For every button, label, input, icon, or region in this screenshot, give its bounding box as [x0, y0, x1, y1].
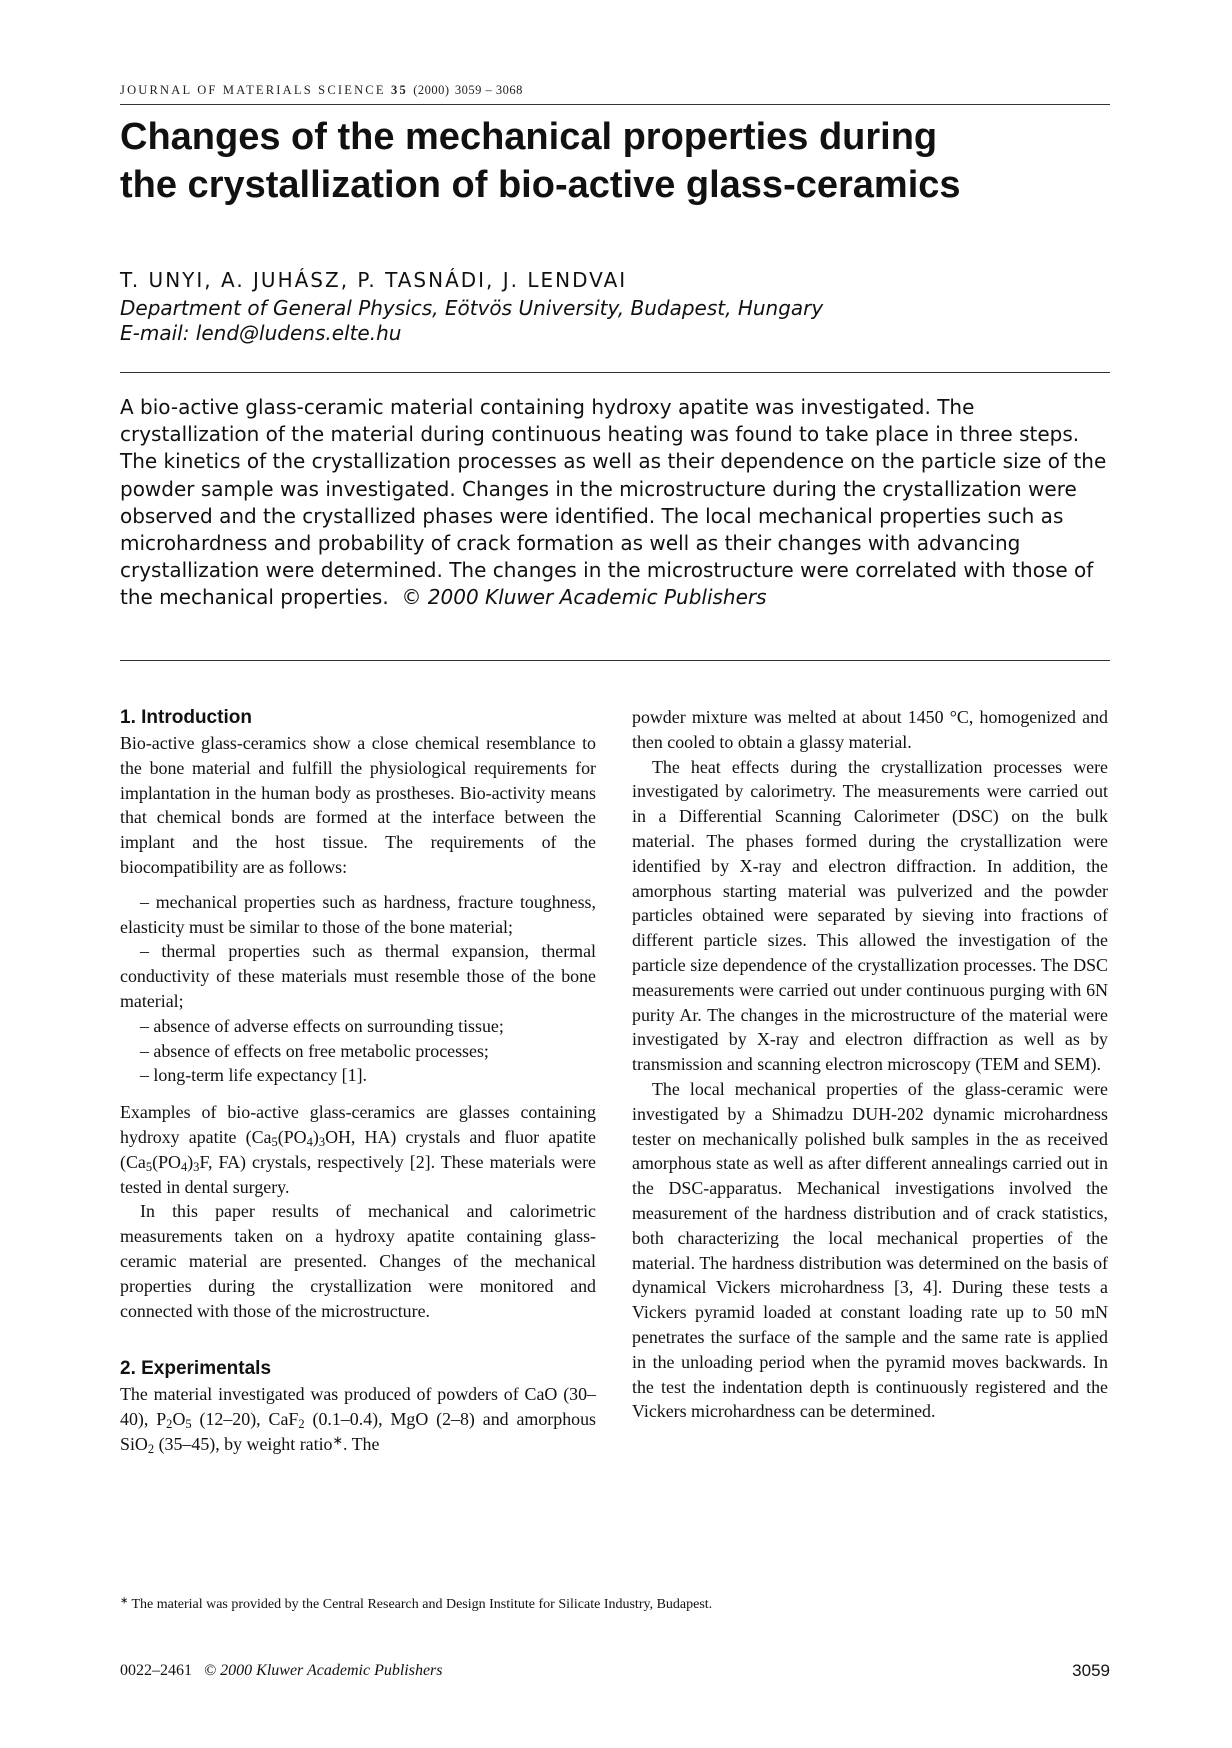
issn: 0022–2461 [120, 1662, 192, 1679]
section-heading-experimentals: 2. Experimentals [120, 1358, 272, 1380]
divider-top [120, 372, 1110, 373]
list-item: – absence of adverse effects on surrounding tissue; [140, 1015, 504, 1036]
intro-paragraph-3: In this paper results of mechanical and calorimetric measurements taken on a hydroxy apatite containing glass-ceramic material are presented. Changes of the mechanical properties during the crystallization were monitored and connected with those of the microstructure. [120, 1201, 596, 1321]
section-heading-introduction: 1. Introduction [120, 707, 252, 728]
abstract-text: A bio-active glass-ceramic material containing hydroxy apatite was investigated. The crystallization of the material during continuous heating was found to take place in three steps. The kinetics of the crystallization processes as well as their dependence on the particle size of the powder sample was investigated. Changes in the microstructure during the crystallization were observed and the crystallized phases were identified. The local mechanical properties such as microhardness and probability of crack formation as well as their changes with advancing crystallization were determined. The changes in the microstructure were correlated with those of the mechanical properties. [120, 395, 1107, 610]
intro-paragraph-1: Bio-active glass-ceramics show a close chemical resemblance to the bone material and fulfill the physiological requirements for implantation in the human body as prostheses. Bio-activity means that chemical bonds are formed at the interface between the implant and the host tissue. The requirements of the biocompatibility are as follows: [120, 733, 596, 877]
running-head [120, 83, 1110, 105]
list-item: – mechanical properties such as hardness, fracture toughness, elasticity must be similar to those of the bone material; [120, 891, 596, 937]
experimentals-continued: powder mixture was melted at about 1450 °C, homogenized and then cooled to obtain a glassy material. [632, 707, 1108, 752]
requirements-list [120, 890, 596, 1088]
title-line-1: Changes of the mechanical properties during [120, 116, 938, 158]
list-item: – thermal properties such as thermal expansion, thermal conductivity of these materials must resemble those of the bone material; [120, 941, 596, 1011]
journal-volume: 35 [391, 83, 408, 97]
page-number: 3059 [1072, 1661, 1110, 1680]
footer-copyright: © 2000 Kluwer Academic Publishers [204, 1662, 443, 1679]
email-address: E-mail: lend@ludens.elte.hu [120, 321, 402, 345]
abstract-copyright: © 2000 Kluwer Academic Publishers [401, 585, 767, 610]
footer-publication-info [120, 1662, 443, 1680]
footnote: ∗ The material was provided by the Central Research and Design Institute for Silicate Industry, Budapest. [120, 1595, 713, 1612]
list-item: – absence of effects on free metabolic processes; [140, 1040, 489, 1061]
title-line-2: the crystallization of bio-active glass-ceramics [120, 164, 961, 206]
intro-paragraph-2: Examples of bio-active glass-ceramics are glasses containing hydroxy apatite ($Ca_5(PO_4)_3OH$, HA) crystals and fluor apatite ($Ca_5(PO_4)_3F$, FA) crystals, respectively [2]. These materials were tested in dental surgery. [120, 1102, 596, 1197]
journal-year: (2000) [413, 83, 450, 97]
experimentals-paragraph-3: The local mechanical properties of the glass-ceramic were investigated by a Shimadzu DUH-202 dynamic microhardness tester on mechanically polished bulk samples in the as received amorphous state as well as after different annealings carried out in the DSC-apparatus. Mechanical investigations involved the measurement of the hardness distribution and of crack statistics, both characterizing the local mechanical properties of the material. The hardness distribution was determined on the basis of dynamical Vickers microhardness [3, 4]. During these tests a Vickers pyramid loaded at constant loading rate up to 50 mN penetrates the surface of the sample and the same rate is applied in the unloading period when the pyramid moves backwards. In the test the indentation depth is continuously registered and the Vickers microhardness can be determined. [632, 1078, 1108, 1422]
footnote-marker: ∗ [332, 1433, 343, 1448]
journal-name: JOURNAL OF MATERIALS SCIENCE [120, 83, 386, 97]
experimentals-paragraph-2: The heat effects during the crystallization processes were investigated by calorimetry. The measurements were carried out in a Differential Scanning Calorimeter (DSC) on the bulk material. The phases formed during the crystallization were identified by X-ray and electron diffraction. In addition, the amorphous starting material was pulverized and the powder particles obtained were separated by sieving into fractions of different particle sizes. This allowed the investigation of the particle size dependence of the crystallization processes. The DSC measurements were carried out under continuous purging with 6N purity Ar. The changes in the microstructure of the material were investigated by X-ray and electron diffraction as well as by transmission and scanning electron microscopy (TEM and SEM). [632, 756, 1108, 1075]
article-title [120, 113, 1120, 209]
experimentals-paragraph-1: The material investigated was produced of powders of CaO (30–40), $P_2O_5$ (12–20), CaF$_2$ (0.1–0.4), MgO (2–8) and amorphous SiO$_2$ (35–45), by weight ratio∗. The [120, 1384, 596, 1457]
list-item: – long-term life expectancy [1]. [140, 1065, 368, 1086]
journal-pages: 3059 – 3068 [454, 83, 523, 97]
affiliation: Department of General Physics, Eötvös University, Budapest, Hungary [120, 296, 824, 320]
author-list: T. UNYI, A. JUHÁSZ, P. TASNÁDI, J. LENDVAI [120, 268, 628, 292]
right-column [632, 705, 1108, 1424]
abstract [120, 394, 1110, 612]
left-column [120, 705, 596, 1457]
divider-bottom [120, 660, 1110, 661]
